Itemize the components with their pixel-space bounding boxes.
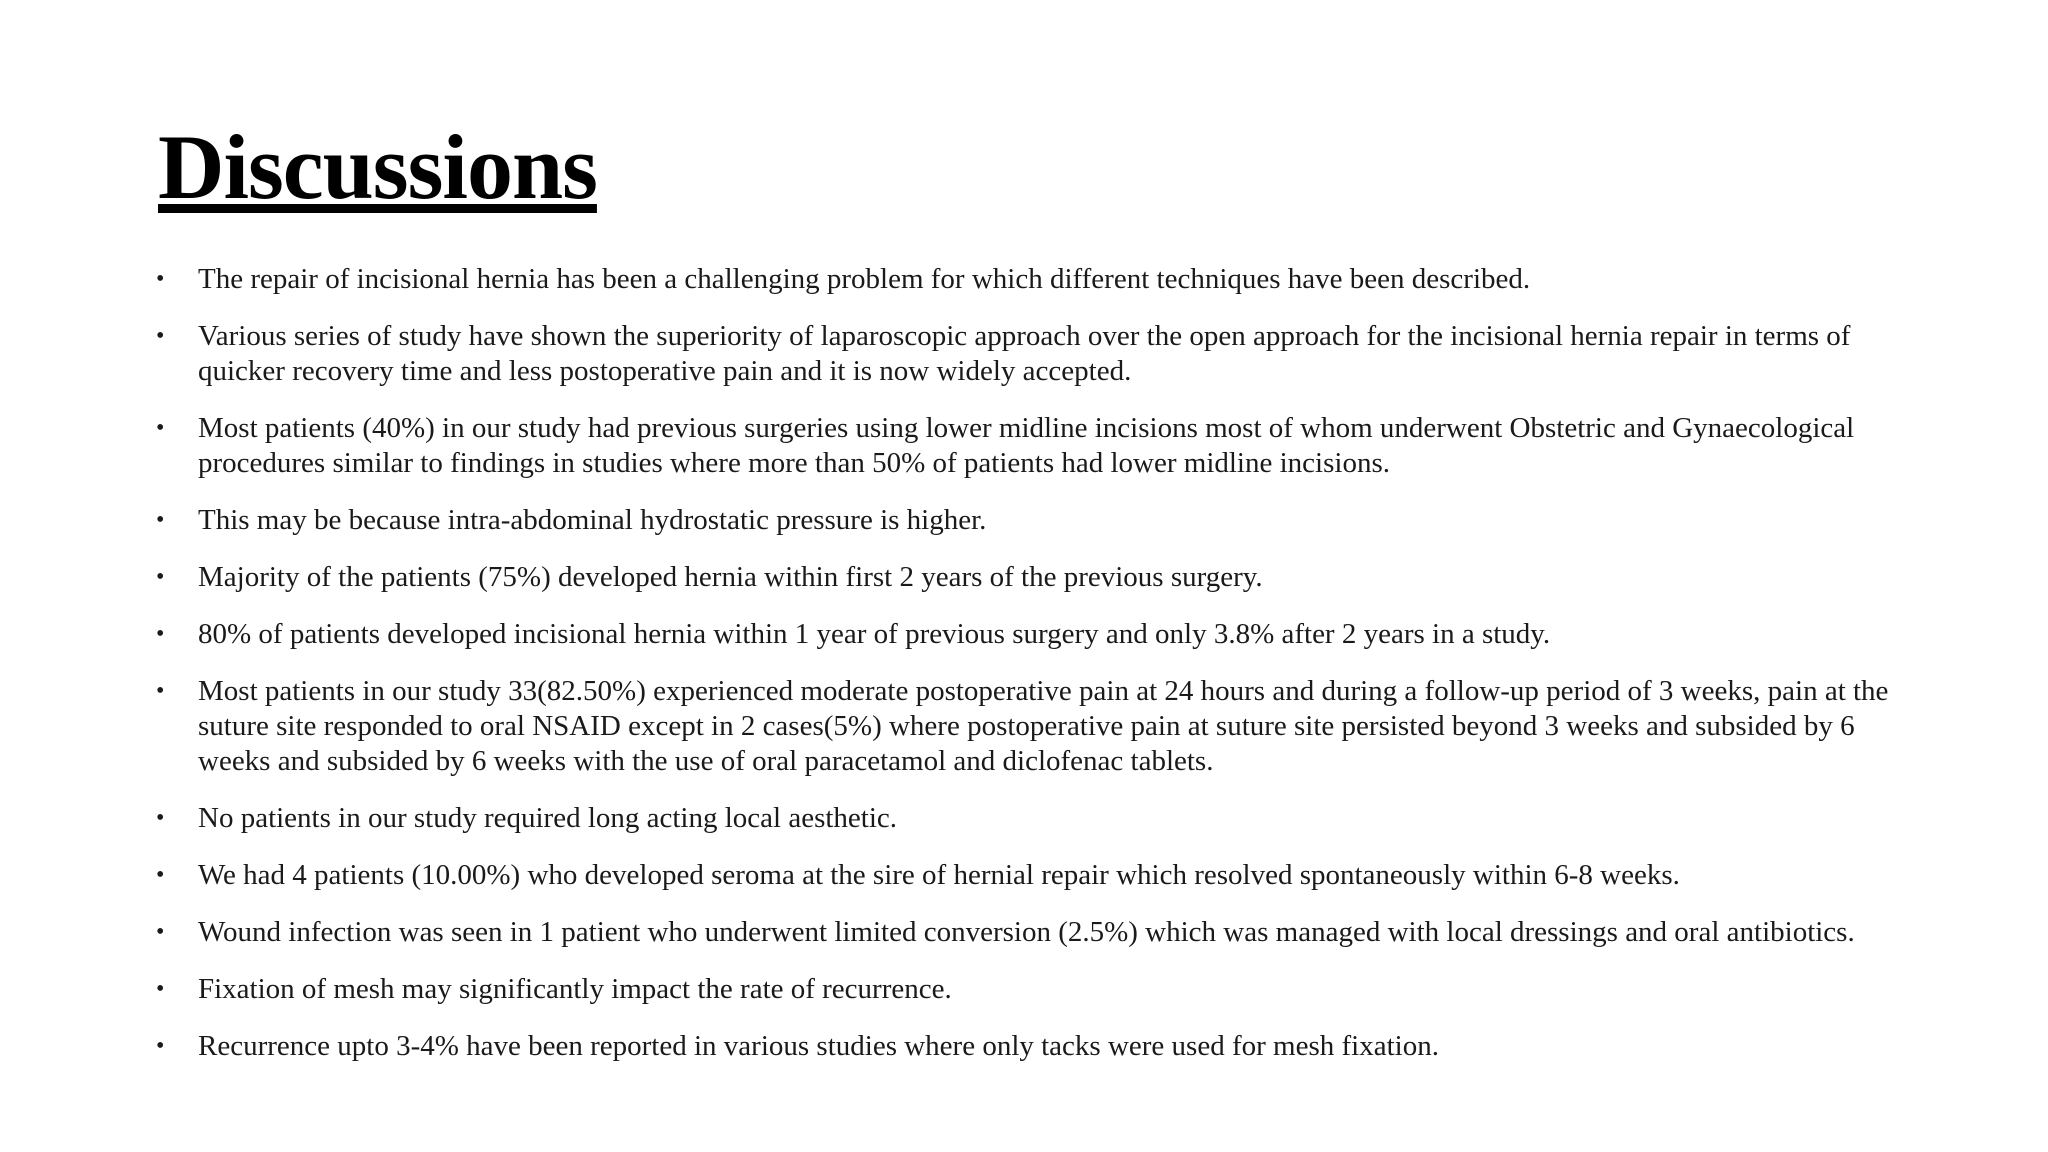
bullet-marker: • (156, 1033, 165, 1059)
bullet-item (150, 972, 1910, 1007)
bullet-marker: • (156, 415, 165, 441)
bullet-text: Wound infection was seen in 1 patient who underwent limited conversion (2.5%) which was managed with local dressings and oral antibiotics. (198, 916, 1855, 948)
bullet-list (150, 262, 1910, 1086)
slide-title: Discussions (158, 116, 597, 218)
bullet-item (150, 503, 1910, 538)
bullet-item (150, 801, 1910, 836)
bullet-text: Most patients (40%) in our study had previous surgeries using lower midline incisions most of whom underwent Obstetric and Gynaecological procedures similar to findings in studies where more than 50% of patients had lower midline incisions. (198, 412, 1855, 479)
bullet-text: Fixation of mesh may significantly impact the rate of recurrence. (198, 973, 952, 1005)
bullet-item (150, 319, 1910, 389)
bullet-marker: • (156, 862, 165, 888)
bullet-item (150, 858, 1910, 893)
bullet-marker: • (156, 976, 165, 1002)
bullet-item (150, 560, 1910, 595)
bullet-item (150, 1029, 1910, 1064)
bullet-marker: • (156, 323, 165, 349)
bullet-text: Majority of the patients (75%) developed hernia within first 2 years of the previous surgery. (198, 561, 1263, 593)
bullet-text: Most patients in our study 33(82.50%) experienced moderate postoperative pain at 24 hours and during a follow-up period of 3 weeks, pain at the suture site responded to oral NSAID except in 2 cases(5%) where postoperative pain at suture site persisted beyond 3 weeks and subsided by 6 weeks and subsided by 6 weeks with the use of oral paracetamol and diclofenac tablets. (198, 675, 1889, 777)
bullet-item (150, 915, 1910, 950)
bullet-marker: • (156, 507, 165, 533)
bullet-marker: • (156, 621, 165, 647)
bullet-item (150, 262, 1910, 297)
bullet-text: 80% of patients developed incisional hernia within 1 year of previous surgery and only 3.8% after 2 years in a study. (198, 618, 1551, 650)
bullet-item (150, 411, 1910, 481)
bullet-item (150, 674, 1910, 779)
bullet-marker: • (156, 564, 165, 590)
bullet-marker: • (156, 678, 165, 704)
bullet-text: Recurrence upto 3-4% have been reported in various studies where only tacks were used for mesh fixation. (198, 1030, 1439, 1062)
bullet-item (150, 617, 1910, 652)
bullet-text: No patients in our study required long acting local aesthetic. (198, 802, 898, 834)
bullet-marker: • (156, 805, 165, 831)
bullet-text: We had 4 patients (10.00%) who developed seroma at the sire of hernial repair which resolved spontaneously within 6-8 weeks. (198, 859, 1680, 891)
bullet-text: This may be because intra-abdominal hydrostatic pressure is higher. (198, 504, 987, 536)
bullet-text: The repair of incisional hernia has been a challenging problem for which different techniques have been described. (198, 263, 1531, 295)
bullet-marker: • (156, 919, 165, 945)
bullet-text: Various series of study have shown the superiority of laparoscopic approach over the open approach for the incisional hernia repair in terms of quicker recovery time and less postoperative pain and it is now widely accepted. (198, 320, 1851, 387)
bullet-marker: • (156, 266, 165, 292)
